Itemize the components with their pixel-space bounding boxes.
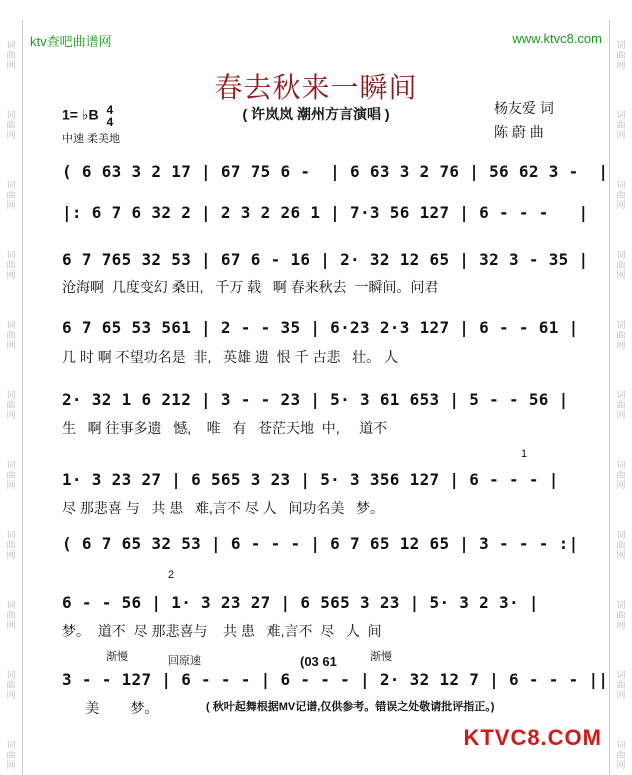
watermark-text: 词 曲 网 <box>616 530 626 560</box>
watermark-text: 词 曲 网 <box>616 670 626 700</box>
slow-mark-2: 渐慢 <box>370 651 392 663</box>
watermark-text: 词 曲 网 <box>6 670 16 700</box>
score-line-3: 6 7 765 32 53 | 67 6 - 16 | 2· 32 12 65 | 32 3 - 35 | <box>62 250 589 269</box>
score-line-7: ( 6 7 65 32 53 | 6 - - - | 6 7 65 12 65 | 3 - - - :| <box>62 534 579 553</box>
watermark-text: 词 曲 网 <box>6 460 16 490</box>
watermark-text: 词 曲 网 <box>6 530 16 560</box>
watermark-text: 词 曲 网 <box>6 320 16 350</box>
lyric-line-8: 梦。 道不 尽 那悲喜与 共 患 难,言不 尽 人 间 <box>62 623 382 639</box>
watermark-text: 词 曲 网 <box>6 390 16 420</box>
slow-mark-1: 渐慢 <box>106 651 128 663</box>
watermark-text: 词 曲 网 <box>6 600 16 630</box>
lyric-line-4: 几 时 啊 不望功名是 非, 英雄 遗 恨 千 古悲 壮。 人 <box>62 349 399 365</box>
song-title: 春去秋来一瞬间 <box>214 71 418 104</box>
watermark-text: 词 曲 网 <box>616 600 626 630</box>
score-line-1: ( 6 63 3 2 17 | 67 75 6 - | 6 63 3 2 76 | 56 62 3 - | <box>62 162 609 181</box>
time-top: 4 <box>106 103 114 117</box>
back-tempo-mark: 回原速 <box>168 655 201 667</box>
watermark-text: 词 曲 网 <box>616 110 626 140</box>
time-bottom: 4 <box>106 115 114 129</box>
tempo-mark: 中速 柔美地 <box>62 133 121 145</box>
lyric-line-6: 尽 那悲喜 与 共 患 难,言不 尽 人 间功名美 梦。 <box>62 500 385 516</box>
score-line-5: 2· 32 1 6 212 | 3 - - 23 | 5· 3 61 653 | 5 - - 56 | <box>62 390 569 409</box>
watermark-text: 词 曲 网 <box>616 390 626 420</box>
site-name[interactable]: ktv查吧曲谱网 <box>30 34 112 49</box>
tag-notes: (03 61 <box>300 654 337 669</box>
score-line-6: 1· 3 23 27 | 6 565 3 23 | 5· 3 356 127 | 6 - - - | <box>62 470 559 489</box>
lyric-line-5: 生 啊 往事多遗 憾, 唯 有 苍茫天地 中, 道不 <box>62 420 388 436</box>
lyric-line-9: 美 梦。 <box>62 700 159 716</box>
ending-2-mark: 2 <box>168 569 175 581</box>
score-line-9: 3 - - 127 | 6 - - - | 6 - - - | 2· 32 12 7 | 6 - - - || <box>62 670 609 689</box>
watermark-text: 词 曲 网 <box>616 740 626 770</box>
footnote: ( 秋叶起舞根据MV记谱,仅供参考。错误之处敬请批评指正。) <box>206 701 495 713</box>
score-line-8: 6 - - 56 | 1· 3 23 27 | 6 565 3 23 | 5· 3 2 3· | <box>62 593 539 612</box>
watermark-text: 词 曲 网 <box>616 250 626 280</box>
watermark-text: 词 曲 网 <box>616 320 626 350</box>
lyric-line-3: 沧海啊 几度变幻 桑田, 千万 载 啊 春来秋去 一瞬间。问君 <box>62 279 439 295</box>
key-signature <box>62 104 113 128</box>
site-url[interactable]: www.ktvc8.com <box>512 31 602 46</box>
watermark-text: 词 曲 网 <box>616 40 626 70</box>
watermark-text: 词 曲 网 <box>6 740 16 770</box>
watermark-text: 词 曲 网 <box>6 40 16 70</box>
score-line-4: 6 7 65 53 561 | 2 - - 35 | 6·23 2·3 127 | 6 - - 61 | <box>62 318 579 337</box>
time-signature <box>106 104 113 128</box>
key-text: 1= ♭B <box>62 106 99 123</box>
score-line-2: |: 6 7 6 32 2 | 2 3 2 26 1 | 7·3 56 127 | 6 - - - | <box>62 203 589 222</box>
watermark-text: 词 曲 网 <box>6 180 16 210</box>
ending-1-mark: 1 <box>521 448 528 460</box>
watermark-text: 词 曲 网 <box>6 250 16 280</box>
song-subtitle: ( 许岚岚 潮州方言演唱 ) <box>242 106 390 122</box>
watermark-text: 词 曲 网 <box>6 110 16 140</box>
composer: 陈 蔚 曲 <box>494 124 544 140</box>
watermark-text: 词 曲 网 <box>616 180 626 210</box>
watermark-text: 词 曲 网 <box>616 460 626 490</box>
site-logo[interactable]: KTVC8.COM <box>463 725 602 750</box>
lyricist: 杨友爱 词 <box>494 100 554 116</box>
